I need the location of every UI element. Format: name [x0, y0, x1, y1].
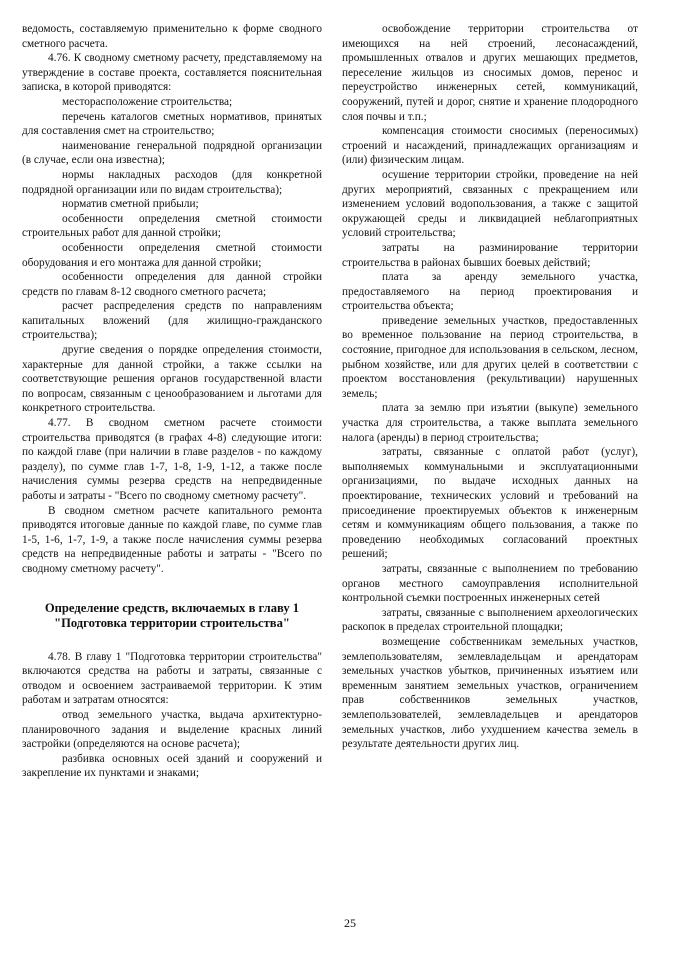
list-item: особенности определения сметной стоимости оборудования и его монтажа для данной стройки; [22, 241, 322, 269]
list-item: плата за аренду земельного участка, предоставляемого на период проектирования и строительства объекта; [342, 271, 638, 313]
left-column [22, 22, 322, 781]
paragraph: ведомость, составляемую применительно к форме сводного сметного расчета. [22, 23, 322, 50]
list-item: месторасположение строительства; [62, 95, 233, 108]
right-column [342, 22, 638, 752]
list-item: затраты, связанные с выполнением археологических раскопок в пределах строительной площадки; [342, 606, 638, 634]
list-item: другие сведения о порядке определения стоимости, характерные для данной стройки, а также ссылки на соответствующие решения органов государственной власти по вопросам, связанным с ценообразованием и льготами для конкретного строительства. [22, 344, 322, 415]
list-item: затраты, связанные с оплатой работ (услуг), выполняемых коммунальными и эксплуатационными организациями, по выдаче исходных данных на проектирование, технических условий и требований на присоединение проектируемых объектов к инженерным сетям и коммуникациям общего пользования, а также по проведению необходимых согласований проектных решений; [342, 446, 638, 561]
list-item: плата за землю при изъятии (выкупе) земельного участка для строительства, а также выплата земельного налога (аренды) в период строительства; [342, 402, 638, 444]
list-item: затраты, связанные с выполнением по требованию органов местного самоуправления исполнительной контрольной съемки построенных инженерных сетей [342, 562, 638, 605]
section-heading: Определение средств, включаемых в главу 1 "Подготовка территории строительства" [44, 600, 300, 631]
page-number: 25 [344, 916, 356, 930]
list-item: освобождение территории строительства от имеющихся на ней строений, лесонасаждений, промышленных отвалов и других мешающих предметов, переселение жильцов из сносимых домов, перенос и переустройство инженерных сетей, коммуникаций, сооружений, путей и дорог, снятие и хранение плодородного слоя почвы и т.п.; [342, 23, 638, 123]
list-item: норматив сметной прибыли; [62, 198, 199, 211]
paragraph-4-78: 4.78. В главу 1 "Подготовка территории строительства" включаются средства на работы и затраты, связанные с отводом и освоением застраиваемой территории. К этим работам и затратам относятся: [22, 650, 322, 707]
list-item: наименование генеральной подрядной организации (в случае, если она известна); [22, 139, 322, 167]
list-item: затраты на разминирование территории строительства в районах бывших боевых действий; [342, 241, 638, 269]
list-item: расчет распределения средств по направлениям капитальных вложений (для жилищно-гражданского строительства); [22, 300, 322, 342]
paragraph: В сводном сметном расчете капитального ремонта приводятся итоговые данные по каждой главе, по сумме глав 1-5, 1-6, 1-7, 1-9, а также после начисления суммы резерва средств на непредвиденные работы и затраты - "Всего по сводному сметному расчету". [22, 504, 322, 575]
list-item: осушение территории стройки, проведение на ней других мероприятий, связанных с прекращением или изменением условий водопользования, а также с защитой окружающей среды и ликвидацией неблагоприятных условий строительства; [342, 168, 638, 240]
list-item: приведение земельных участков, предоставленных во временное пользование на период строительства, в состояние, пригодное для использования в сельском, лесном, рыбном хозяйстве, или для других целей в соответствии с проектом восстановления (рекультивации) нарушенных земель; [342, 314, 638, 400]
list-item: отвод земельного участка, выдача архитектурно-планировочного задания и выделение красных линий застройки (определяются на основе расчета); [22, 708, 322, 751]
list-item: разбивка основных осей зданий и сооружений и закрепление их пунктами и знаками; [22, 752, 322, 780]
paragraph-4-77: 4.77. В сводном сметном расчете стоимости строительства приводятся (в графах 4-8) следующие итоги: по каждой главе (при наличии в главе разделов - по каждому разделу), по сумме глав 1-7, 1-8, 1-9, 1-12, а также после начисления суммы резерва средств на непредвиденные работы и затраты - "Всего по сводному сметному расчету". [22, 417, 322, 502]
paragraph-4-76: 4.76. К сводному сметному расчету, представляемому на утверждение в составе проекта, составляется пояснительная записка, в которой приводятся: [22, 52, 322, 94]
list-item: особенности определения для данной стройки средств по главам 8-12 сводного сметного расчета; [22, 271, 322, 298]
list-item: перечень каталогов сметных нормативов, принятых для составления смет на строительство; [22, 110, 322, 138]
list-item: возмещение собственникам земельных участков, землепользователям, землевладельцам и арендаторам земельных участков убытков, причиненных изъятием или временным занятием земельных участков, ограничением прав собственников земельных участков, землепользователей, землевладельцев и арендаторов земельных участков, либо ухудшением качества земель в результате деятельности других лиц. [342, 635, 638, 751]
list-item: особенности определения сметной стоимости строительных работ для данной стройки; [22, 212, 322, 240]
list-item: нормы накладных расходов (для конкретной подрядной организации или по видам строительства); [22, 168, 322, 196]
list-item: компенсация стоимости сносимых (переносимых) строений и насаждений, принадлежащих организациям и (или) физическим лицам. [342, 125, 638, 167]
